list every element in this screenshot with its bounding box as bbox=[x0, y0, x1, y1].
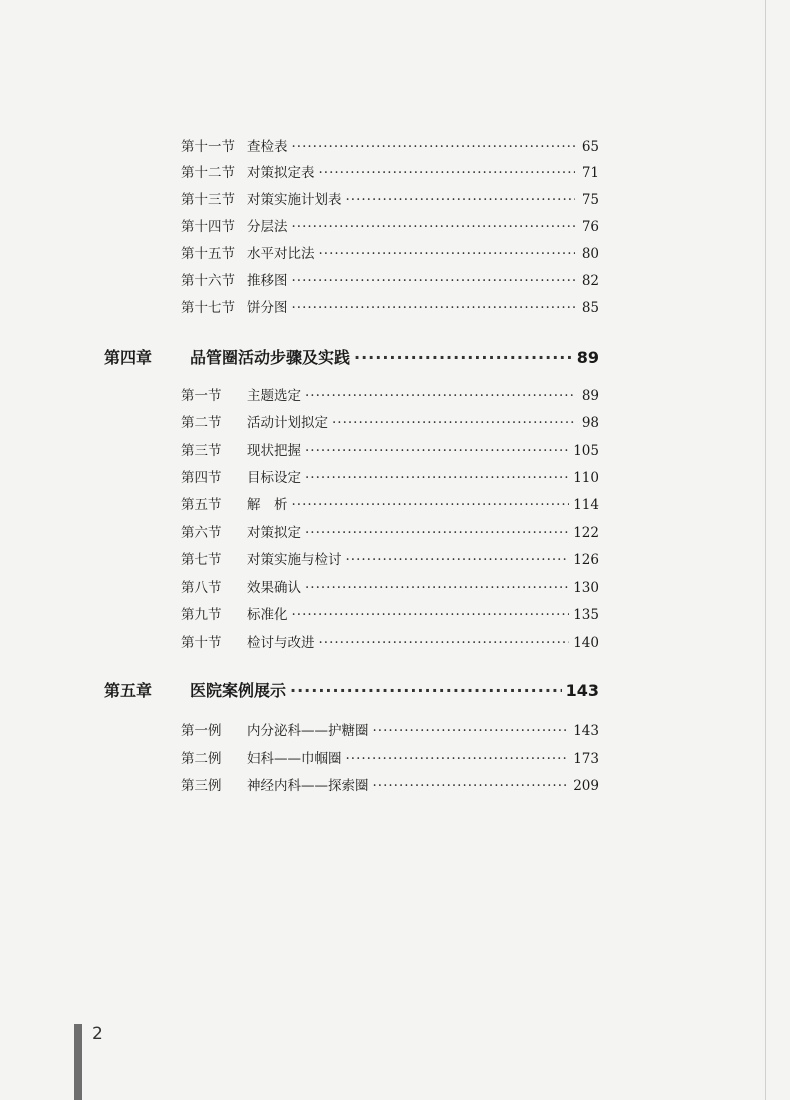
toc-entry-page: 143 bbox=[565, 681, 599, 700]
toc-chapter-row bbox=[104, 678, 599, 704]
toc-section-row bbox=[181, 216, 599, 238]
toc-entry-title: 分层法 bbox=[247, 219, 288, 235]
toc-entry-page: 110 bbox=[573, 470, 599, 486]
toc-entry-page: 122 bbox=[573, 525, 599, 541]
toc-entry-title: 标准化 bbox=[247, 607, 288, 623]
toc-entry-title: 对策拟定表 bbox=[247, 165, 315, 181]
toc-dot-leader bbox=[332, 412, 575, 434]
toc-entry-title: 品管圈活动步骤及实践 bbox=[190, 348, 351, 367]
toc-entry-page: 143 bbox=[573, 723, 599, 739]
toc-section-row bbox=[181, 385, 599, 407]
toc-section-row bbox=[181, 136, 599, 158]
toc-entry-page: 80 bbox=[581, 246, 599, 262]
toc-entry-title: 效果确认 bbox=[247, 580, 301, 596]
toc-entry-number: 第十五节 bbox=[181, 246, 235, 262]
toc-dot-leader bbox=[290, 678, 562, 704]
page-edge-line bbox=[765, 0, 766, 1100]
toc-dot-leader bbox=[354, 345, 573, 371]
toc-section-row bbox=[181, 522, 599, 544]
toc-entry-title: 妇科——巾帼圈 bbox=[247, 751, 342, 767]
toc-section-row bbox=[181, 577, 599, 599]
toc-section-row bbox=[181, 297, 599, 319]
toc-section-row bbox=[181, 189, 599, 211]
toc-dot-leader bbox=[319, 243, 576, 265]
toc-section-row bbox=[181, 243, 599, 265]
toc-entry-page: 89 bbox=[581, 388, 599, 404]
toc-dot-leader bbox=[373, 775, 570, 797]
toc-section-row bbox=[181, 412, 599, 434]
toc-entry-title: 医院案例展示 bbox=[190, 681, 287, 700]
toc-entry-number: 第十三节 bbox=[181, 192, 235, 208]
toc-entry-page: 126 bbox=[573, 552, 599, 568]
toc-entry-page: 75 bbox=[581, 192, 599, 208]
toc-dot-leader bbox=[346, 549, 570, 571]
toc-dot-leader bbox=[373, 720, 570, 742]
toc-entry-number: 第二节 bbox=[181, 415, 222, 431]
toc-dot-leader bbox=[319, 162, 576, 184]
toc-entry-page: 130 bbox=[573, 580, 599, 596]
toc-entry-page: 98 bbox=[581, 415, 599, 431]
toc-entry-number: 第十七节 bbox=[181, 300, 235, 316]
toc-section-row bbox=[181, 162, 599, 184]
toc-dot-leader bbox=[305, 467, 569, 489]
toc-dot-leader bbox=[346, 189, 576, 211]
toc-entry-title: 对策实施与检讨 bbox=[247, 552, 342, 568]
toc-entry-title: 查检表 bbox=[247, 139, 288, 155]
toc-entry-number: 第八节 bbox=[181, 580, 222, 596]
toc-entry-title: 目标设定 bbox=[247, 470, 301, 486]
toc-entry-title: 饼分图 bbox=[247, 300, 288, 316]
toc-entry-number: 第五节 bbox=[181, 497, 222, 513]
toc-entry-title: 神经内科——探索圈 bbox=[247, 778, 369, 794]
toc-entry-number: 第九节 bbox=[181, 607, 222, 623]
toc-entry-number: 第二例 bbox=[181, 751, 222, 767]
toc-dot-leader bbox=[305, 385, 575, 407]
toc-section-row bbox=[181, 748, 599, 770]
toc-dot-leader bbox=[292, 136, 576, 158]
toc-chapter-row bbox=[104, 345, 599, 371]
folio-bar bbox=[74, 1024, 82, 1100]
toc-entry-number: 第四章 bbox=[104, 348, 153, 367]
toc-entry-page: 135 bbox=[573, 607, 599, 623]
toc-entry-page: 114 bbox=[573, 497, 599, 513]
toc-entry-title: 检讨与改进 bbox=[247, 635, 315, 651]
toc-entry-number: 第三节 bbox=[181, 443, 222, 459]
toc-entry-title: 水平对比法 bbox=[247, 246, 315, 262]
toc-entry-number: 第十节 bbox=[181, 635, 222, 651]
toc-entry-number: 第三例 bbox=[181, 778, 222, 794]
toc-entry-page: 85 bbox=[581, 300, 599, 316]
toc-section-row bbox=[181, 270, 599, 292]
toc-dot-leader bbox=[305, 577, 569, 599]
toc-entry-number: 第四节 bbox=[181, 470, 222, 486]
toc-section-row bbox=[181, 494, 599, 516]
toc-section-row bbox=[181, 720, 599, 742]
toc-dot-leader bbox=[292, 604, 570, 626]
toc-dot-leader bbox=[292, 297, 576, 319]
toc-section-row bbox=[181, 467, 599, 489]
toc-entry-title: 活动计划拟定 bbox=[247, 415, 328, 431]
toc-entry-number: 第十一节 bbox=[181, 139, 235, 155]
toc-entry-title: 主题选定 bbox=[247, 388, 301, 404]
toc-section-row bbox=[181, 775, 599, 797]
toc-entry-page: 140 bbox=[573, 635, 599, 651]
toc-section-row bbox=[181, 632, 599, 654]
toc-dot-leader bbox=[305, 440, 569, 462]
toc-entry-page: 209 bbox=[573, 778, 599, 794]
toc-entry-number: 第六节 bbox=[181, 525, 222, 541]
toc-dot-leader bbox=[292, 270, 576, 292]
toc-entry-number: 第一节 bbox=[181, 388, 222, 404]
toc-entry-title: 解 析 bbox=[247, 497, 288, 513]
toc-section-row bbox=[181, 549, 599, 571]
toc-section-row bbox=[181, 604, 599, 626]
toc-entry-page: 173 bbox=[573, 751, 599, 767]
toc-entry-page: 71 bbox=[581, 165, 599, 181]
toc-section-row bbox=[181, 440, 599, 462]
toc-entry-title: 内分泌科——护糖圈 bbox=[247, 723, 369, 739]
toc-dot-leader bbox=[346, 748, 570, 770]
toc-entry-page: 89 bbox=[576, 348, 599, 367]
toc-dot-leader bbox=[305, 522, 569, 544]
toc-dot-leader bbox=[292, 216, 576, 238]
toc-dot-leader bbox=[292, 494, 570, 516]
toc-entry-number: 第十四节 bbox=[181, 219, 235, 235]
toc-entry-number: 第十二节 bbox=[181, 165, 235, 181]
toc-entry-number: 第五章 bbox=[104, 681, 153, 700]
toc-entry-title: 对策拟定 bbox=[247, 525, 301, 541]
toc-entry-title: 对策实施计划表 bbox=[247, 192, 342, 208]
toc-entry-page: 76 bbox=[581, 219, 599, 235]
toc-entry-page: 105 bbox=[573, 443, 599, 459]
page-number: 2 bbox=[92, 1024, 103, 1044]
toc-entry-number: 第七节 bbox=[181, 552, 222, 568]
toc-entry-number: 第一例 bbox=[181, 723, 222, 739]
toc-entry-page: 65 bbox=[581, 139, 599, 155]
toc-entry-title: 现状把握 bbox=[247, 443, 301, 459]
toc-entry-number: 第十六节 bbox=[181, 273, 235, 289]
toc-entry-title: 推移图 bbox=[247, 273, 288, 289]
toc-dot-leader bbox=[319, 632, 570, 654]
toc-entry-page: 82 bbox=[581, 273, 599, 289]
